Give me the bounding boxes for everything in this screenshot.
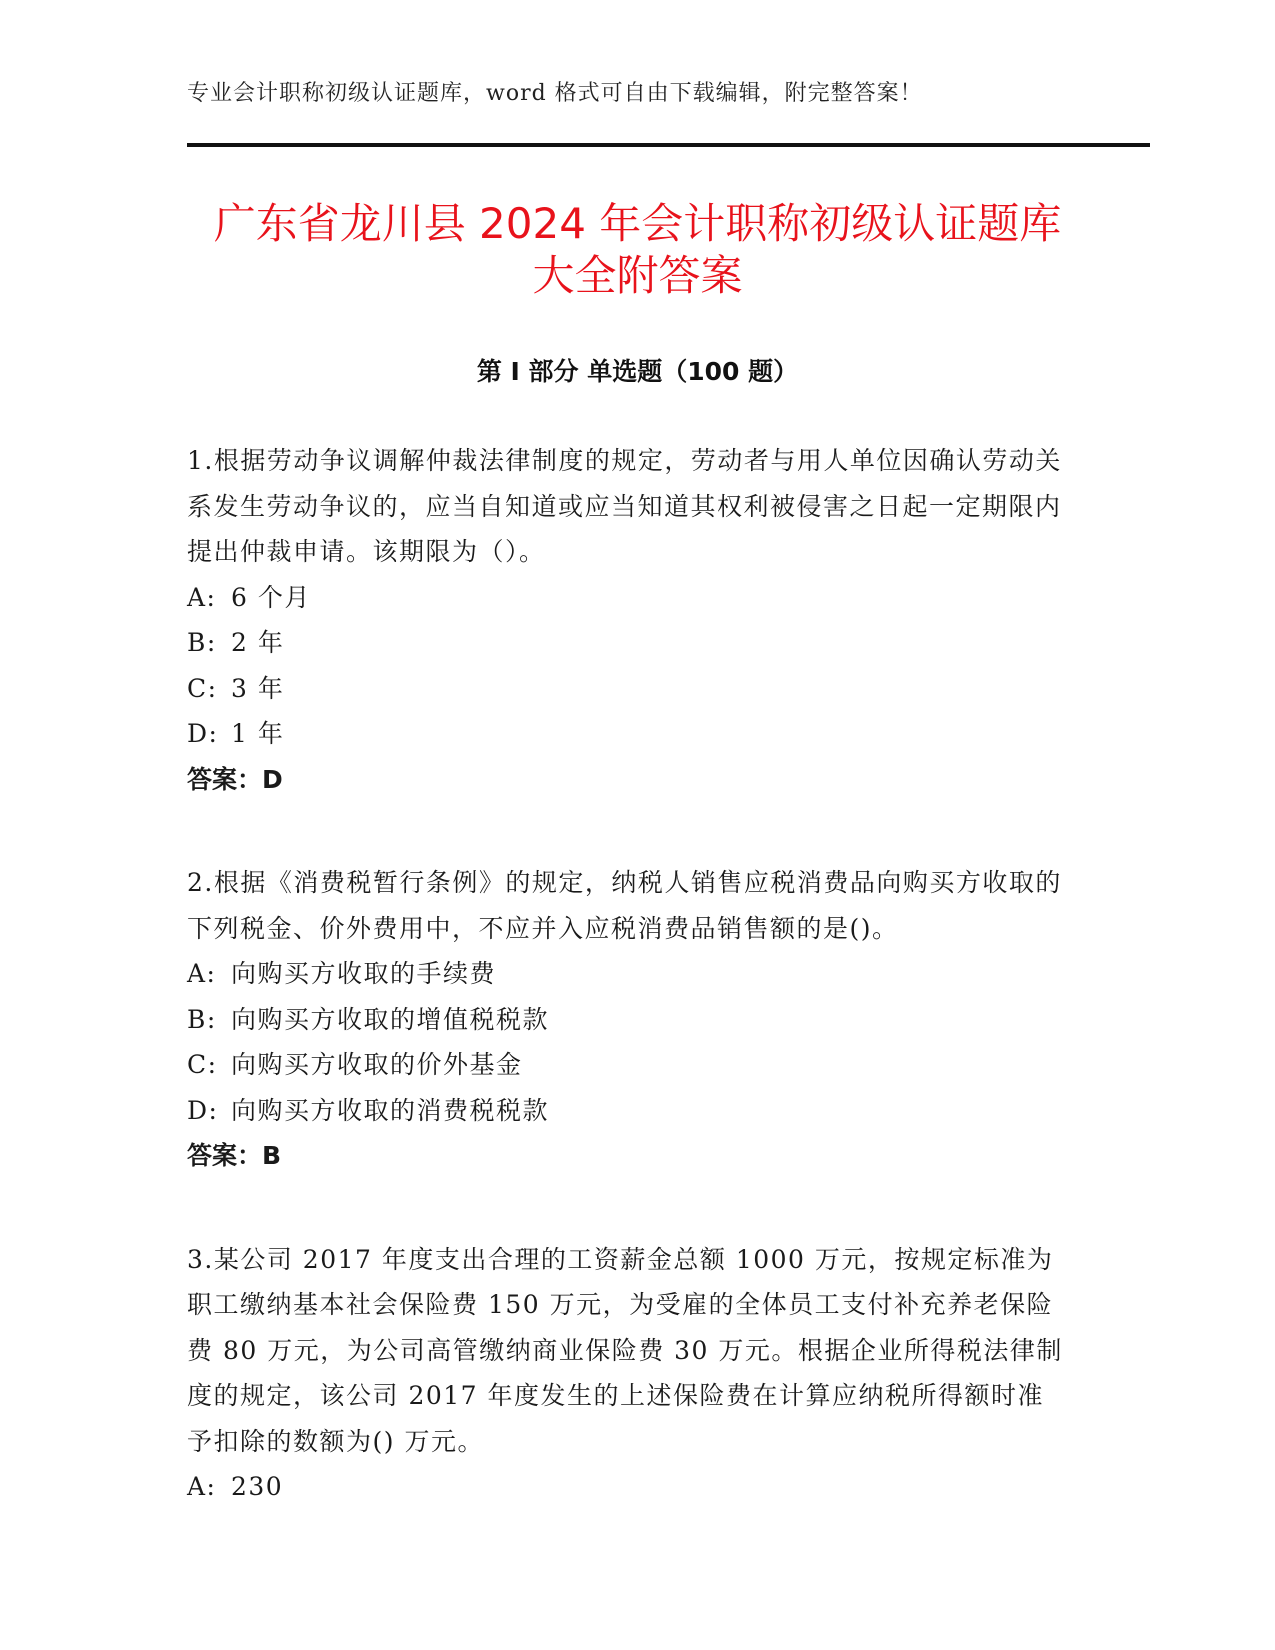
answer-line: 答案：D [187,764,283,794]
option-letter: B: [187,628,217,657]
header-divider [187,143,1150,147]
title-line-1: 广东省龙川县 2024 年会计职称初级认证题库 [213,199,1062,248]
question-1 [187,438,1067,802]
option-text: 向购买方收取的价外基金 [231,1050,523,1079]
option-text: 1 年 [231,719,285,748]
question-3 [187,1237,1067,1510]
option-letter: A: [187,582,217,612]
option-text: 2 年 [231,628,285,657]
option-text: 230 [231,1472,284,1501]
option-letter: C: [187,673,218,703]
document-title [0,198,1275,302]
title-line-2: 大全附答案 [532,251,743,300]
question-list [187,438,1067,1568]
question-stem: 2.根据《消费税暂行条例》的规定，纳税人销售应税消费品向购买方收取的下列税金、价外费用中，不应并入应税消费品销售额的是()。 [187,868,1062,943]
option-text: 向购买方收取的增值税税款 [231,1004,550,1034]
option-text: 3 年 [231,673,285,703]
option-a [187,951,1067,997]
option-c [187,1042,1067,1088]
option-b [187,620,1067,666]
option-letter: C: [187,1050,218,1079]
option-c [187,666,1067,712]
question-stem: 3.某公司 2017 年度支出合理的工资薪金总额 1000 万元，按规定标准为职工缴纳基本社会保险费 150 万元，为受雇的全体员工支付补充养老保险费 80 万元，为公司高管缴纳商业保险费 30 万元。根据企业所得税法律制度的规定，该公司 2017 年度发生的上述保险费在计算应纳税所得额时准予扣除的数额为() 万元。 [187,1244,1063,1456]
header-note: 专业会计职称初级认证题库，word 格式可自由下载编辑，附完整答案！ [187,81,923,106]
option-d [187,711,1067,757]
option-text: 向购买方收取的消费税税款 [231,1095,550,1125]
option-letter: A: [187,959,217,988]
option-letter: D: [187,1095,219,1125]
option-letter: B: [187,1004,217,1034]
question-2 [187,860,1067,1179]
option-a [187,1464,1067,1510]
option-letter: A: [187,1472,217,1501]
option-letter: D: [187,719,219,748]
option-d [187,1088,1067,1134]
option-b [187,997,1067,1043]
answer-line: 答案：B [187,1141,282,1170]
question-stem: 1.根据劳动争议调解仲裁法律制度的规定，劳动者与用人单位因确认劳动关系发生劳动争议的，应当自知道或应当知道其权利被侵害之日起一定期限内提出仲裁申请。该期限为（）。 [187,446,1062,566]
option-text: 6 个月 [231,582,311,612]
option-a [187,575,1067,621]
section-heading: 第 I 部分 单选题（100 题） [476,357,799,386]
option-text: 向购买方收取的手续费 [231,959,497,988]
